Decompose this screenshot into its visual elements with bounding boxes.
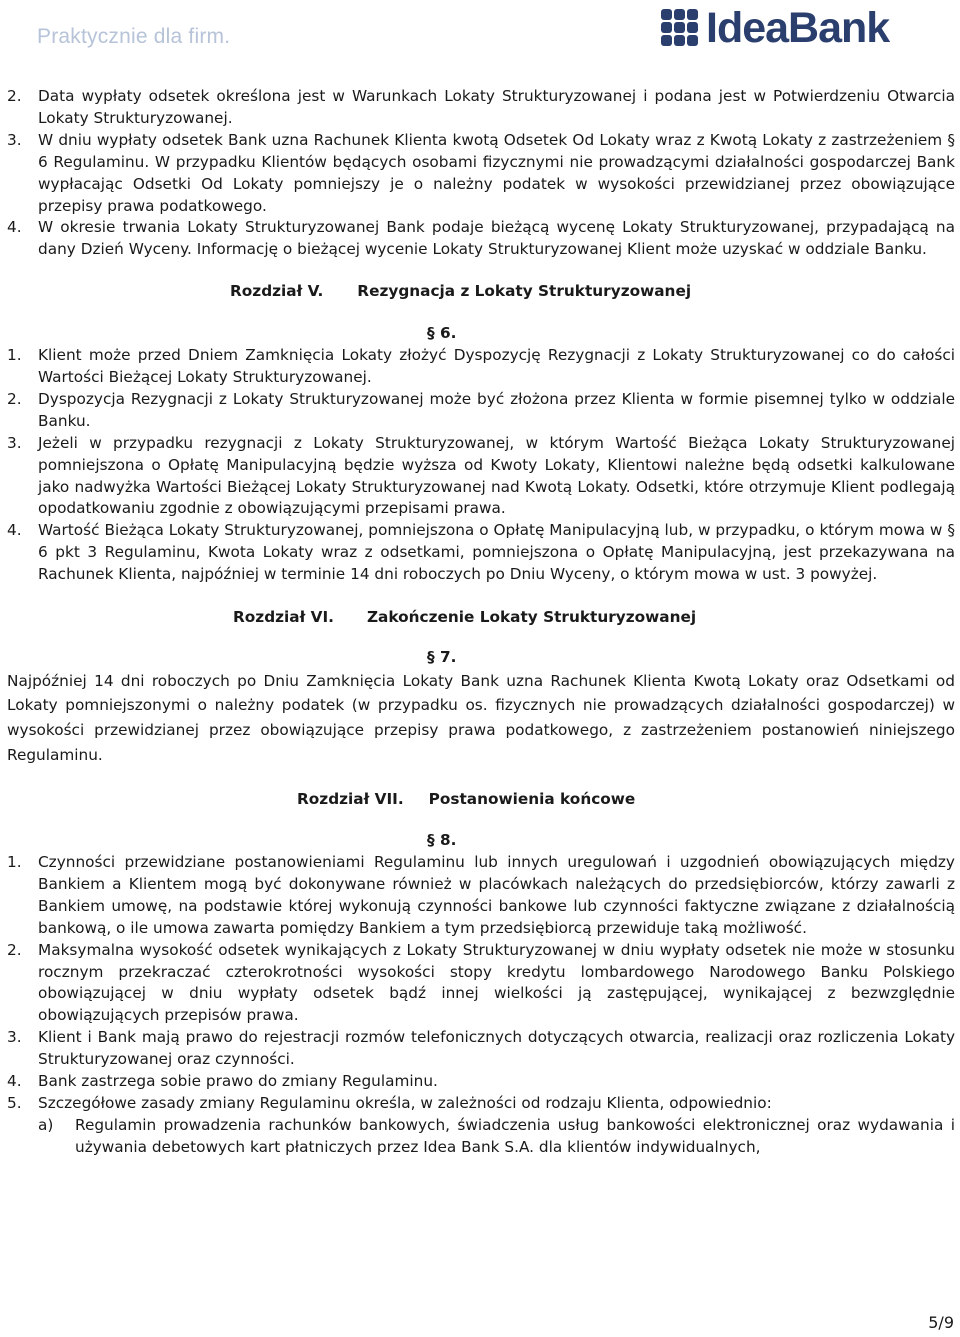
item-number: 2. <box>7 940 22 959</box>
item-number: 4. <box>7 521 22 540</box>
item-text: Maksymalna wysokość odsetek wynikających z Lokaty Strukturyzowanej w dniu wypłaty odsetek nie może w stosunku rocznym przekraczać czterokrotności wysokości stopy kredytu lombardowego Narodowego Banku Polskiego obowiązującej w dniu wypłaty odsetek bądź innej wielkości ją zastępującej, wynikającej z bezwzględnie obowiązujących przepisów prawa. <box>38 940 955 1025</box>
chapter-heading <box>7 281 955 303</box>
logo-dots-icon <box>660 8 700 48</box>
item-text: Bank zastrzega sobie prawo do zmiany Regulaminu. <box>38 1072 438 1091</box>
item-text: W okresie trwania Lokaty Strukturyzowanej Bank podaje bieżącą wycenę Lokaty Strukturyzowanej, przypadającą na dany Dzień Wyceny. Informację o bieżącej wycenie Lokaty Strukturyzowanej Klient może uzyskać w oddziale Banku. <box>38 218 955 259</box>
item-text: W dniu wypłaty odsetek Bank uzna Rachunek Klienta kwotą Odsetek Od Lokaty wraz z Kwotą Lokaty z zastrzeżeniem § 6 Regulaminu. W przypadku Klientów będących osobami fizycznymi nie prowadzącymi działalności gospodarczej Bank wypłacając Odsetki Od Lokaty pomniejszy je o należny podatek w wysokości przewidzianej przez obowiązujące przepisy prawa podatkowego. <box>38 130 955 215</box>
list-item <box>7 433 955 521</box>
list-item <box>7 520 955 586</box>
item-number: 1. <box>7 853 22 872</box>
item-number: 3. <box>7 433 22 452</box>
document-body <box>7 86 955 1159</box>
section-symbol: § 6. <box>427 324 457 343</box>
item-number: 1. <box>7 346 22 365</box>
item-number: 5. <box>7 1094 22 1112</box>
section-symbol: § 8. <box>427 831 457 850</box>
item-text: Czynności przewidziane postanowieniami Regulaminu lub innych uregulowań i uzgodnień obowiązujących między Bankiem a Klientem mogą być dokonywane również w placówkach należących do przedsiębiorców, którzy zawarli z Bankiem umowę, na podstawie której wykonują czynności bankowe lub czynności faktyczne związane z działalnością bankową, o ile umowa zawarta pomiędzy Bankiem a tym przedsiębiorcą przewiduje taką możliwość. <box>38 853 955 937</box>
item-text: Szczegółowe zasady zmiany Regulaminu określa, w zależności od rodzaju Klienta, odpowiednio: <box>38 1094 772 1112</box>
sub-item-text: Regulamin prowadzenia rachunków bankowych, świadczenia usług bankowości elektronicznej oraz wydawania i używania debetowych kart płatniczych przez Idea Bank S.A. dla klientów indywidualnych, <box>75 1115 955 1156</box>
section-symbol: § 7. <box>427 647 457 666</box>
item-text: Dyspozycja Rezygnacji z Lokaty Strukturyzowanej może być złożona przez Klienta w formie pisemnej tylko w oddziale Banku. <box>38 389 955 430</box>
tagline: Praktycznie dla firm. <box>37 25 231 48</box>
item-text: Wartość Bieżąca Lokaty Strukturyzowanej, pomniejszona o Opłatę Manipulacyjną lub, w przypadku, o którym mowa w § 6 pkt 3 Regulaminu, Kwota Lokaty wraz z odsetkami, pomniejszona o Opłatę Manipulacyjną, jest przekazywana na Rachunek Klienta, najpóźniej w terminie 14 dni roboczych po Dniu Wyceny, o którym mowa w ust. 3 powyżej. <box>38 521 955 584</box>
list-item <box>7 130 955 218</box>
list-item <box>7 852 955 940</box>
logo-wordmark: IdeaBank <box>706 4 890 52</box>
list-item <box>7 940 955 1028</box>
item-number: 3. <box>7 130 22 149</box>
chapter-heading <box>7 789 955 811</box>
page-number: 5/9 <box>928 1313 954 1332</box>
chapter-title: Postanowienia końcowe <box>428 790 636 809</box>
page-header <box>0 0 960 60</box>
item-number: 2. <box>7 87 22 105</box>
item-number: 2. <box>7 389 22 408</box>
chapter-title: Zakończenie Lokaty Strukturyzowanej <box>366 608 697 627</box>
item-number: 3. <box>7 1028 22 1047</box>
list-item <box>7 217 955 261</box>
item-text: Klient może przed Dniem Zamknięcia Lokaty złożyć Dyspozycję Rezygnacji z Lokaty Strukturyzowanej co do całości Wartości Bieżącej Lokaty Strukturyzowanej. <box>38 346 955 386</box>
section-paragraph: Najpóźniej 14 dni roboczych po Dniu Zamknięcia Lokaty Bank uzna Rachunek Klienta Kwotą Lokaty oraz Odsetkami od Lokaty pomniejszonymi o należny podatek (w przypadku os. fizycznych nie prowadzących działalności gospodarczej) w wysokości przewidzianej przez obowiązujące przepisy prawa podatkowego, z zastrzeżeniem postanowień niniejszego Regulaminu. <box>7 671 955 764</box>
chapter-label: Rozdział V. <box>230 282 324 301</box>
item-text: Jeżeli w przypadku rezygnacji z Lokaty Strukturyzowanej, w którym Wartość Bieżąca Lokaty Strukturyzowanej pomniejszona o Opłatę Manipulacyjną będzie wyższa od Kwoty Lokaty, Klientowi należne będą odsetki kalkulowane jako nadwyżka Wartości Bieżącej Lokaty Strukturyzowanej nad Kwotą Lokaty. Odsetki, które otrzymuje Klient podlegają opodatkowaniu zgodnie z obowiązującymi przepisami prawa. <box>38 433 955 518</box>
item-text: Klient i Bank mają prawo do rejestracji rozmów telefonicznych dotyczących otwarcia, realizacji oraz rozliczenia Lokaty Strukturyzowanej oraz czynności. <box>38 1028 955 1069</box>
chapter-label: Rozdział VI. <box>233 608 334 627</box>
chapter-label: Rozdział VII. <box>297 790 404 809</box>
item-number: 4. <box>7 218 22 237</box>
list-item <box>7 1027 955 1071</box>
sub-item-letter: a) <box>38 1115 54 1134</box>
list-item <box>7 1093 955 1115</box>
list-item <box>7 1071 955 1093</box>
chapter-heading <box>7 607 955 629</box>
idea-bank-logo <box>660 4 889 52</box>
item-text: Data wypłaty odsetek określona jest w Warunkach Lokaty Strukturyzowanej i podana jest w Potwierdzeniu Otwarcia Lokaty Strukturyzowanej. <box>38 87 955 127</box>
item-number: 4. <box>7 1072 22 1091</box>
list-item <box>7 86 955 130</box>
list-item <box>7 389 955 433</box>
chapter-title: Rezygnacja z Lokaty Strukturyzowanej <box>357 282 692 301</box>
list-item <box>7 345 955 389</box>
sub-list-item <box>7 1115 955 1159</box>
